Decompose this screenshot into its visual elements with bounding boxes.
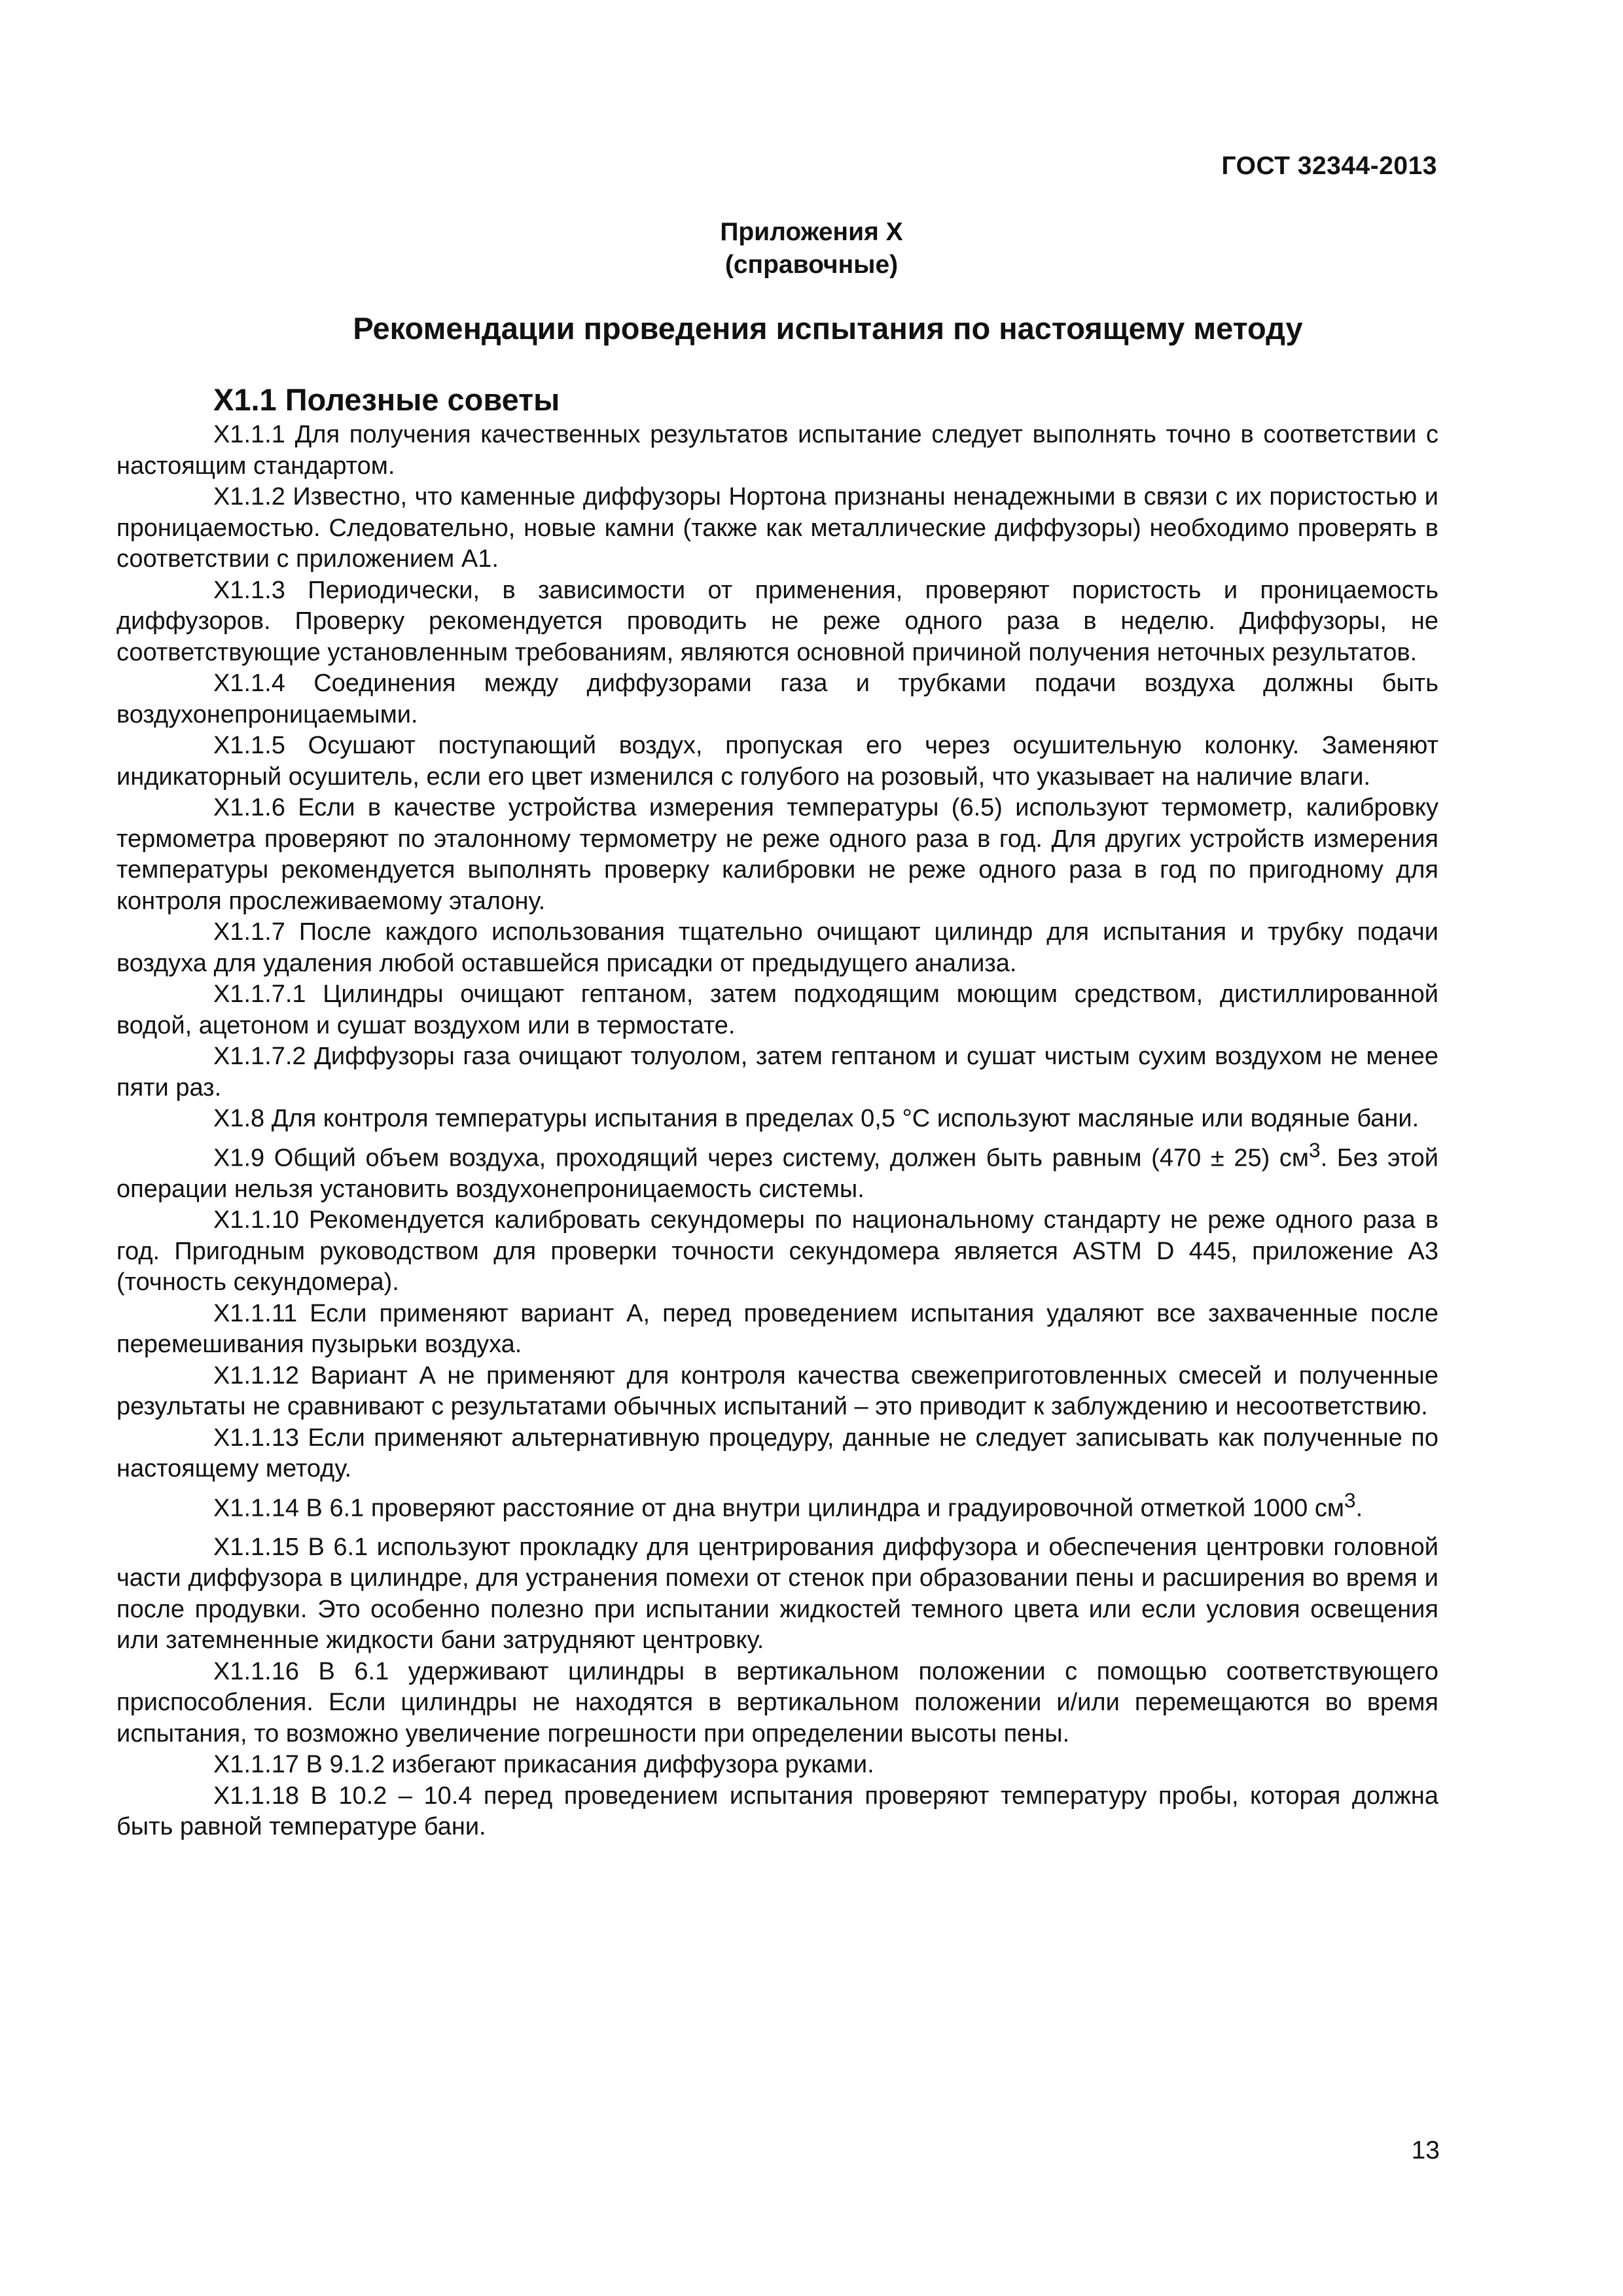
paragraph-x1-1-10: Х1.1.10 Рекомендуется калибровать секундомеры по национальному стандарту не реже одного раза в год. Пригодным руководством для проверки точности секундомера является ASTM D 445, приложение А3 (точность секундомера). (116, 1206, 1438, 1297)
paragraph-x1-1-7-1: Х1.1.7.1 Цилиндры очищают гептаном, затем подходящим моющим средством, дистиллированной водой, ацетоном и сушат воздухом или в термостате. (116, 980, 1438, 1039)
paragraph-x1-1-4: Х1.1.4 Соединения между диффузорами газа и трубками подачи воздуха должны быть воздухонепроницаемыми. (116, 670, 1438, 728)
appendix-title-block (0, 216, 1623, 281)
paragraph-x1-9-tail: . Без этой операции нельзя установить воздухонепроницаемость системы. (116, 1144, 1438, 1203)
document-body (116, 420, 1438, 1843)
paragraph-x1-1-14 (116, 1485, 1438, 1524)
superscript-cubic: 3 (1309, 1138, 1321, 1162)
paragraph-x1-1-13: Х1.1.13 Если применяют альтернативную процедуру, данные не следует записывать как полученные по настоящему методу. (116, 1424, 1438, 1483)
paragraph-x1-1-12: Х1.1.12 Вариант А не применяют для контроля качества свежеприготовленных смесей и полученные результаты не сравнивают с результатами обычных испытаний – это приводит к заблуждению и несоответствию. (116, 1361, 1438, 1421)
paragraph-x1-1-11: Х1.1.11 Если применяют вариант А, перед проведением испытания удаляют все захваченные после перемешивания пузырьки воздуха. (116, 1299, 1438, 1359)
section-heading: Х1.1 Полезные советы (213, 382, 560, 417)
paragraph-x1-1-7: Х1.1.7 После каждого использования тщательно очищают цилиндр для испытания и трубку подачи воздуха для удаления любой оставшейся присадки от предыдущего анализа. (116, 918, 1438, 977)
paragraph-x1-1-5: Х1.1.5 Осушают поступающий воздух, пропуская его через осушительную колонку. Заменяют индикаторный осушитель, если его цвет изменился с голубого на розовый, что указывает на наличие влаги. (116, 732, 1438, 791)
paragraph-x1-1-17: Х1.1.17 В 9.1.2 избегают прикасания диффузора руками. (213, 1751, 874, 1779)
paragraph-x1-9-text: Х1.9 Общий объем воздуха, проходящий через систему, должен быть равным (470 ± 25) см (213, 1144, 1310, 1172)
appendix-subtitle: (справочные) (724, 251, 899, 279)
paragraph-x1-9 (116, 1135, 1438, 1206)
paragraph-x1-1-6: Х1.1.6 Если в качестве устройства измерения температуры (6.5) используют термометр, калибровку термометра проверяют по эталонному термометру не реже одного раза в год. Для других устройств измерения температуры рекомендуется выполнять проверку калибровки не реже одного раза в год по пригодному для контроля прослеживаемому эталону. (116, 794, 1438, 915)
appendix-title: Приложения Х (720, 218, 903, 246)
superscript-cubic: 3 (1344, 1488, 1356, 1512)
paragraph-x1-1-14-tail: . (1355, 1494, 1363, 1522)
main-title: Рекомендации проведения испытания по настоящему методу (353, 311, 1303, 346)
paragraph-x1-8: Х1.8 Для контроля температуры испытания в пределах 0,5 °С используют масляные или водяные бани. (213, 1105, 1419, 1132)
document-header-standard-id: ГОСТ 32344-2013 (1221, 152, 1437, 180)
paragraph-x1-1-14-text: Х1.1.14 В 6.1 проверяют расстояние от дна внутри цилиндра и градуировочной отметкой 1000 см (213, 1494, 1344, 1522)
paragraph-x1-1-18: Х1.1.18 В 10.2 – 10.4 перед проведением испытания проверяют температуру пробы, которая должна быть равной температуре бани. (116, 1782, 1438, 1841)
paragraph-x1-1-16: Х1.1.16 В 6.1 удерживают цилиндры в вертикальном положении с помощью соответствующего приспособления. Если цилиндры не находятся в вертикальном положении и/или перемещаются во время испытания, то возможно увеличение погрешности при определении высоты пены. (116, 1657, 1438, 1748)
paragraph-x1-1-7-2: Х1.1.7.2 Диффузоры газа очищают толуолом, затем гептаном и сушат чистым сухим воздухом не менее пяти раз. (116, 1043, 1438, 1102)
paragraph-x1-1-3: Х1.1.3 Периодически, в зависимости от применения, проверяют пористость и проницаемость диффузоров. Проверку рекомендуется проводить не реже одного раза в неделю. Диффузоры, не соответствующие установленным требованиям, являются основной причиной получения неточных результатов. (116, 576, 1438, 666)
paragraph-x1-1-2: Х1.1.2 Известно, что каменные диффузоры Нортона признаны ненадежными в связи с их пористостью и проницаемостью. Следовательно, новые камни (также как металлические диффузоры) необходимо проверять в соответствии с приложением А1. (116, 483, 1438, 573)
paragraph-x1-1-1: Х1.1.1 Для получения качественных результатов испытание следует выполнять точно в соответствии с настоящим стандартом. (116, 421, 1438, 480)
paragraph-x1-1-15: Х1.1.15 В 6.1 используют прокладку для центрирования диффузора и обеспечения центровки головной части диффузора в цилиндре, для устранения помехи от стенок при образовании пены и расширения во время и после продувки. Это особенно полезно при испытании жидкостей темного цвета или если условия освещения или затемненные жидкости бани затрудняют центровку. (116, 1533, 1438, 1655)
page-number: 13 (1411, 2136, 1440, 2164)
